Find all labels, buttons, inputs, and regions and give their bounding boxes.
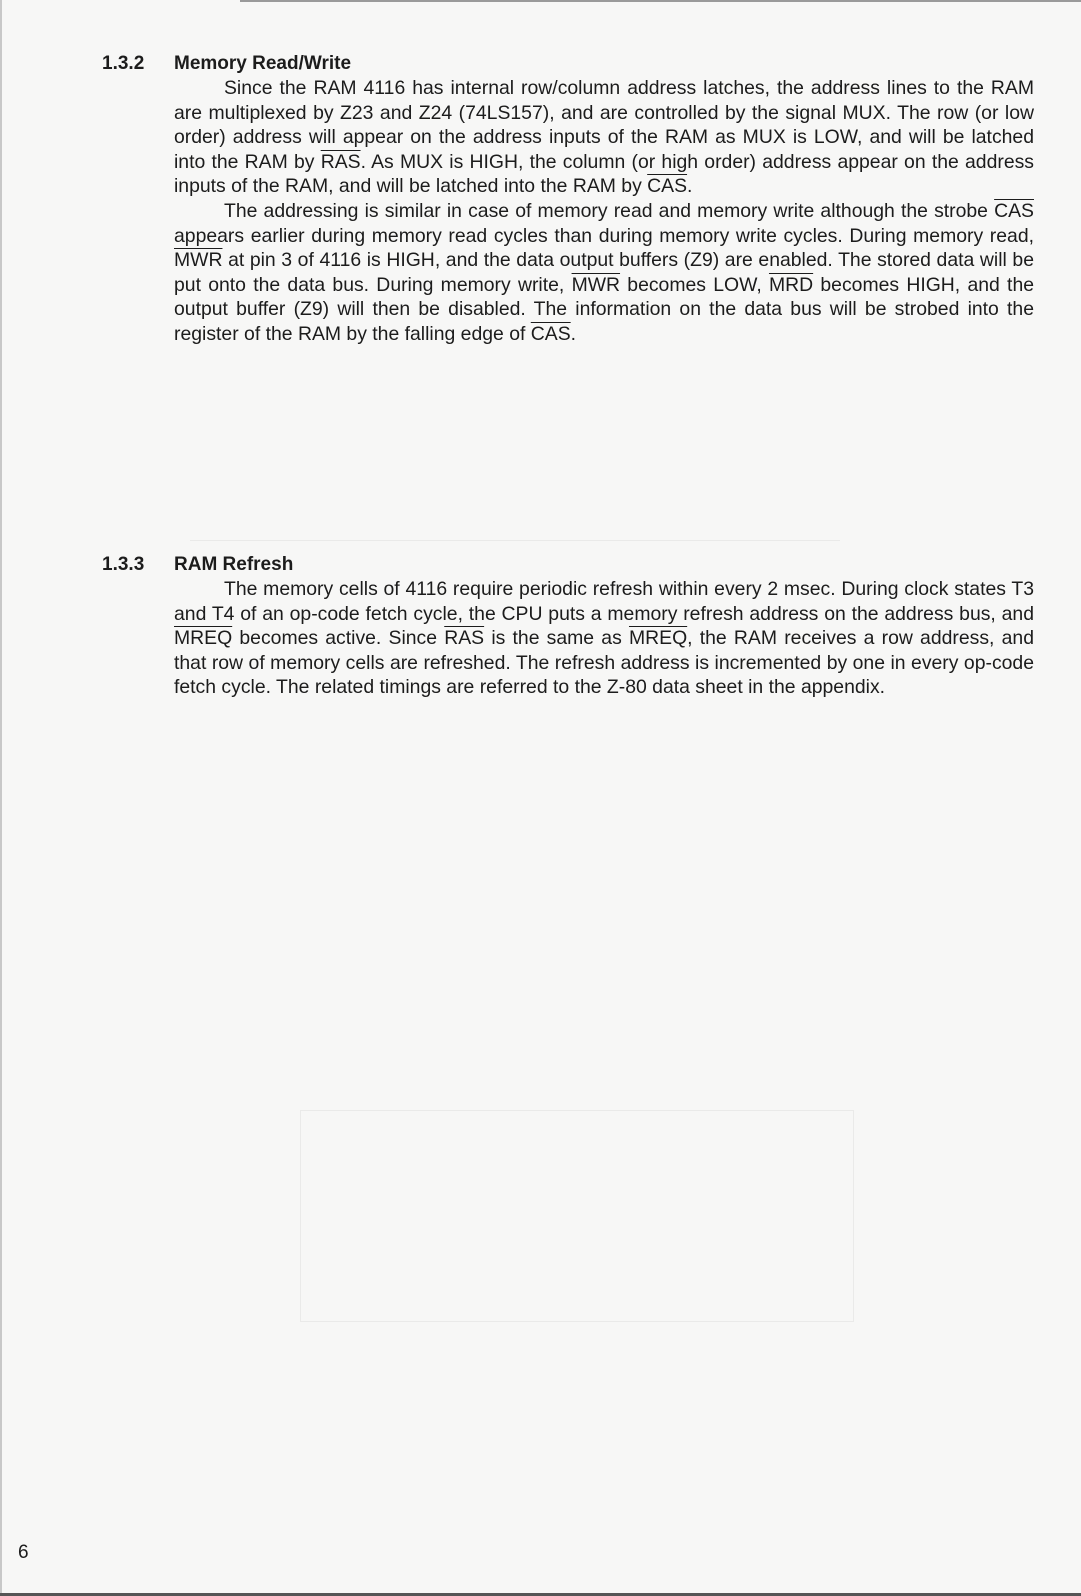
page-number: 6 (18, 1542, 29, 1563)
overlined-signal: $\overline{CAS}$ (994, 199, 1034, 222)
top-rule (240, 0, 1081, 2)
section-number: 1.3.2 (102, 53, 145, 74)
overlined-signal: $\overline{MRD}$ (768, 273, 814, 296)
text-run: becomes HIGH, and the output buffer (Z9) will then be disabled. The information on the data bus will be strobed into the register of the RAM by the falling edge of (174, 273, 1035, 345)
show-through-box (300, 1110, 854, 1322)
overlined-signal: $\overline{RAS}$ (320, 150, 361, 173)
overlined-signal: $\overline{RAS}$ (444, 627, 485, 650)
overlined-signal: $\overline{CAS}$ (530, 322, 571, 345)
section-title: Memory Read/Write (174, 53, 352, 74)
overlined-signal: $\overline{MWR}$ (174, 249, 223, 272)
text-run: appears earlier during memory read cycles than during memory write cycles. During memory read, (174, 224, 1034, 247)
text-run: . (570, 322, 577, 345)
paragraph (174, 76, 1034, 199)
text-run: becomes LOW, (620, 273, 769, 296)
text-run: becomes active. Since (232, 627, 445, 650)
overlined-signal: MREQ (628, 627, 688, 650)
overlined-signal: $\overline{CAS}$ (647, 175, 688, 198)
text-run: at pin 3 of 4116 is HIGH, and the data output buffers (Z9) are enabled. The stored data will be put onto the data bus. During memory write, (174, 249, 1034, 296)
overlined-signal: $\overline{MWR}$ (571, 273, 621, 296)
section-number: 1.3.3 (102, 554, 145, 575)
paragraph (174, 577, 1034, 700)
paragraph (174, 199, 1034, 347)
text-run: , the RAM receives a row address, and that row of memory cells are refreshed. The refresh address is incremented by one in every op-code fetch cycle. The related timings are referred to the Z-80 data sheet in the appendix. (174, 627, 1034, 699)
overlined-signal: MREQ (174, 627, 233, 650)
text-run: The memory cells of 4116 require periodic refresh within every 2 msec. During clock states T3 and T4 of an op-code fetch cycle, the CPU puts a memory refresh address on the address bus, and (174, 578, 1034, 625)
section-body (174, 577, 1034, 700)
page-left-edge (0, 0, 2, 1596)
text-run: The addressing is similar in case of memory read and memory write although the strobe (224, 199, 995, 222)
section-body (174, 76, 1034, 347)
show-through-box (190, 480, 840, 541)
text-run: . (687, 175, 693, 198)
text-run: Since the RAM 4116 has internal row/column address latches, the address lines to the RAM are multiplexed by Z23 and Z24 (74LS157), and are controlled by the signal MUX. The row (or low order) address will appear on the address inputs of the RAM as MUX is LOW, and will be latched into the RAM by (174, 77, 1034, 173)
section-title: RAM Refresh (174, 554, 294, 575)
text-run: . As MUX is HIGH, the column (or high order) address appear on the address inputs of the RAM, and will be latched into the RAM by (174, 150, 1034, 198)
text-run: is the same as (484, 627, 629, 650)
